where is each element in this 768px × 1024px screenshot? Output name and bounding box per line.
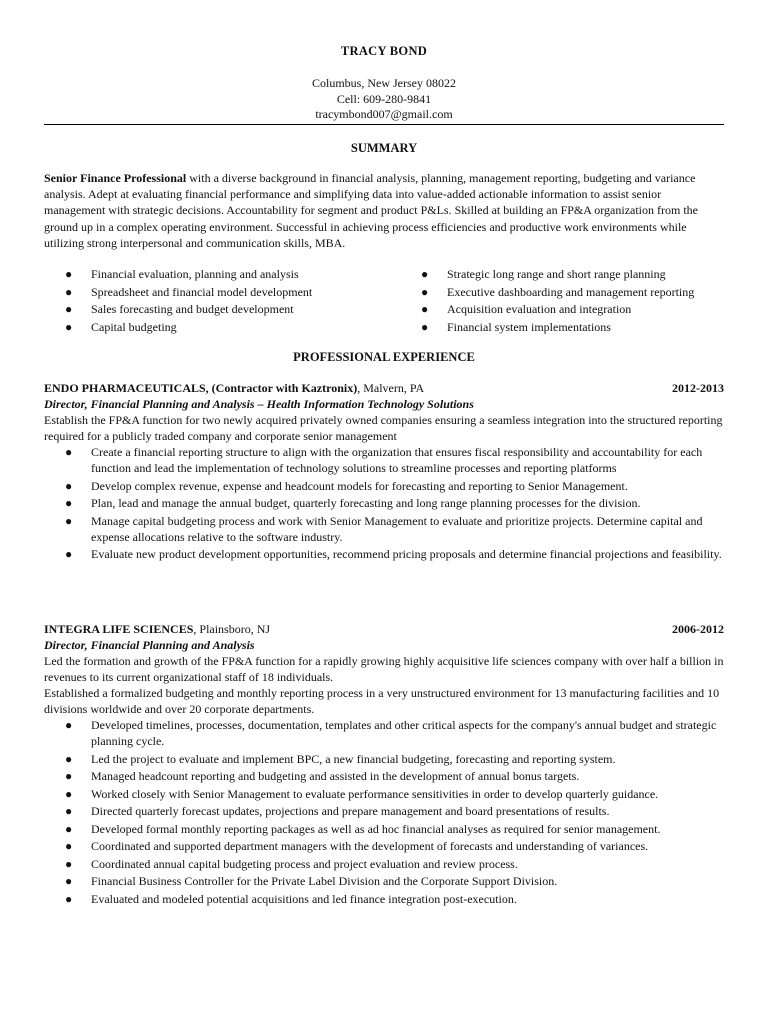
summary-heading: SUMMARY [350, 141, 418, 155]
list-item [44, 803, 724, 819]
skills-column-left [44, 266, 404, 336]
skills-column-right [400, 266, 724, 336]
list-item [44, 495, 724, 511]
company-name: INTEGRA LIFE SCIENCES [44, 622, 194, 636]
bullet-icon: ● [65, 496, 73, 510]
bullet-icon: ● [65, 786, 73, 801]
bullet-icon: ● [421, 284, 429, 299]
job-description: Led the formation and growth of the FP&A function for a rapidly growing highly acquisitive life sciences company with over half a billion in revenues to its current organizational staff of 18 individuals. [44, 654, 724, 684]
job-title: Director, Financial Planning and Analysis – Health Information Technology Solutions [44, 397, 474, 411]
skill-label: Executive dashboarding and management reporting [447, 284, 695, 299]
bullet-icon: ● [421, 267, 429, 281]
bullet-icon: ● [65, 769, 73, 783]
list-item [44, 513, 724, 545]
email: tracymbond007@gmail.com [315, 107, 453, 121]
contact-block [44, 76, 724, 123]
skill-label: Sales forecasting and budget development [91, 302, 294, 316]
bullet-icon: ● [65, 874, 73, 888]
bullet-text: Coordinated and supported department managers with the development of forecasts and understanding of variances. [91, 839, 649, 853]
bullet-icon: ● [65, 821, 73, 836]
bullet-icon: ● [65, 478, 73, 493]
summary-body: with a diverse background in financial analysis, planning, management reporting, budgeting and variance analysis. Adept at evaluating financial performance and simplifying data into value-added actionable information to assist senior management with strategic decisions. Accountability for segment and product P&Ls. Skilled at building an FP&A organization from the ground up in a complex operating environment. Successful in achieving process efficiencies and productive work environments while utilizing strong interpersonal and communication skills, MBA. [44, 171, 698, 250]
bullet-text: Plan, lead and manage the annual budget, quarterly forecasting and long range planning processes for the division. [91, 496, 641, 510]
skill-item [44, 266, 404, 284]
job-bullets [44, 717, 724, 907]
bullet-text: Create a financial reporting structure to align with the organization that ensures fiscal responsibility and accountability for each function and lead the implementation of technology solutions to streamline processes and reporting platforms [91, 445, 703, 475]
summary-paragraph [44, 170, 724, 251]
bullet-text: Manage capital budgeting process and work with Senior Management to evaluate and prioritize projects. Determine capital and expense allocations relative to the software industry. [91, 513, 703, 544]
bullet-text: Evaluated and modeled potential acquisitions and led finance integration post-execution. [91, 891, 517, 906]
skill-label: Spreadsheet and financial model development [91, 284, 313, 299]
bullet-text: Developed formal monthly reporting packages as well as ad hoc financial analyses as required for senior management. [91, 821, 661, 836]
bullet-icon: ● [65, 445, 73, 459]
list-item [44, 873, 724, 889]
list-item [44, 546, 724, 562]
bullet-text: Financial Business Controller for the Private Label Division and the Corporate Support Division. [91, 874, 558, 888]
skill-item [400, 284, 724, 302]
list-item [44, 786, 724, 802]
skill-item [44, 301, 404, 319]
bullet-icon: ● [421, 319, 429, 334]
bullet-icon: ● [65, 267, 73, 281]
skill-item [400, 319, 724, 337]
summary-lead: Senior Finance Professional [44, 171, 187, 185]
skill-label: Capital budgeting [91, 319, 177, 334]
job-years: 2006-2012 [672, 622, 724, 636]
bullet-text: Developed timelines, processes, documentation, templates and other critical aspects for the company's annual budget and strategic planning cycle. [91, 718, 717, 748]
skill-item [44, 284, 404, 302]
job-title: Director, Financial Planning and Analysis [44, 638, 255, 652]
phone: Cell: 609-280-9841 [336, 91, 432, 106]
bullet-icon: ● [65, 302, 73, 316]
bullet-text: Worked closely with Senior Management to evaluate performance sensitivities in order to develop quarterly guidance. [91, 786, 659, 801]
job-description-2: Established a formalized budgeting and monthly reporting process in a very unstructured environment for 13 manufacturing facilities and 10 divisions worldwide and over 20 corporate departments. [44, 686, 720, 716]
bullet-text: Directed quarterly forecast updates, projections and prepare management and board presentations of results. [91, 804, 610, 818]
experience-heading: PROFESSIONAL EXPERIENCE [293, 350, 475, 364]
list-item [44, 444, 724, 476]
bullet-icon: ● [65, 751, 73, 766]
job-years: 2012-2013 [672, 381, 724, 395]
bullet-text: Led the project to evaluate and implement BPC, a new financial budgeting, forecasting and reporting system. [91, 751, 616, 766]
skill-label: Acquisition evaluation and integration [447, 302, 632, 316]
bullet-icon: ● [65, 856, 73, 871]
job-bullets [44, 444, 724, 562]
list-item [44, 856, 724, 872]
skill-label: Financial system implementations [447, 319, 611, 334]
job-location: , Malvern, PA [357, 381, 425, 395]
list-item [44, 478, 724, 494]
list-item [44, 891, 724, 907]
list-item [44, 838, 724, 854]
candidate-name: TRACY BOND [340, 44, 428, 58]
bullet-icon: ● [65, 513, 73, 528]
list-item [44, 821, 724, 837]
skill-item [44, 319, 404, 337]
bullet-icon: ● [65, 891, 73, 906]
bullet-icon: ● [65, 319, 73, 334]
bullet-icon: ● [65, 839, 73, 853]
list-item [44, 768, 724, 784]
job-description: Establish the FP&A function for two newly acquired privately owned companies ensuring a seamless integration into the structured reporting required for a publicly traded company and corporate senior management [44, 413, 723, 443]
bullet-text: Develop complex revenue, expense and headcount models for forecasting and reporting to Senior Management. [91, 478, 628, 493]
company-name: ENDO PHARMACEUTICALS, (Contractor with Kaztronix) [44, 381, 358, 395]
job-location: , Plainsboro, NJ [193, 622, 271, 636]
skill-item [400, 266, 724, 284]
skill-label: Financial evaluation, planning and analysis [91, 267, 299, 281]
bullet-icon: ● [65, 547, 73, 561]
job-header [44, 621, 724, 637]
job-header [44, 380, 724, 396]
bullet-text: Managed headcount reporting and budgeting and assisted in the development of annual bonus targets. [91, 769, 580, 783]
address: Columbus, New Jersey 08022 [312, 76, 456, 90]
bullet-icon: ● [421, 302, 429, 316]
job-entry [44, 380, 724, 564]
bullet-icon: ● [65, 284, 73, 299]
job-entry [44, 621, 724, 908]
bullet-icon: ● [65, 804, 73, 818]
bullet-text: Evaluate new product development opportunities, recommend pricing proposals and determine financial projections and feasibility. [91, 547, 722, 561]
skill-label: Strategic long range and short range planning [447, 267, 666, 281]
list-item [44, 717, 724, 749]
bullet-icon: ● [65, 718, 73, 732]
list-item [44, 751, 724, 767]
header-divider [44, 124, 724, 125]
bullet-text: Coordinated annual capital budgeting process and project evaluation and review process. [91, 856, 518, 871]
skill-item [400, 301, 724, 319]
